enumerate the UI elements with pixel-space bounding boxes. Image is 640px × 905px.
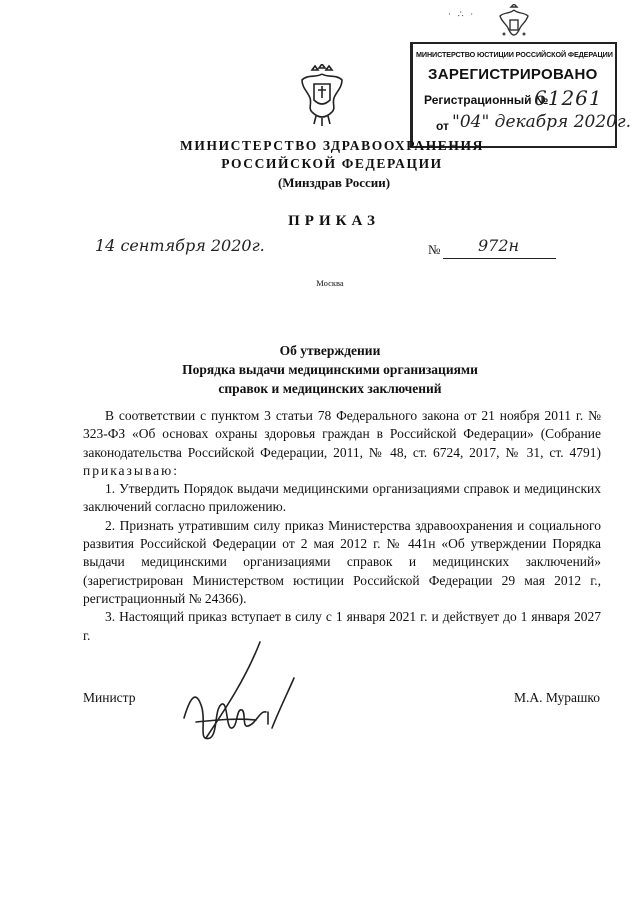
order-title-line3: справок и медицинских заключений <box>218 381 442 396</box>
stamp-dots: · ∴ · <box>448 10 476 20</box>
signatory-name: М.А. Мурашко <box>513 690 600 705</box>
stamp-department: МИНИСТЕРСТВО ЮСТИЦИИ РОССИЙСКОЙ ФЕДЕРАЦИИ <box>416 50 613 59</box>
order-body <box>83 407 601 645</box>
stamp-date-label: от <box>436 119 449 133</box>
order-number-label: № <box>428 242 441 257</box>
body-item-2: 2. Признать утратившим силу приказ Министерства здравоохранения и социального развития Российской Федерации от 2 мая 2012 г. № 441н «Об утверждении Порядка выдачи медицинскими организациями справок и медицинских заключений» (зарегистрирован Министерством юстиции Российской Федерации 29 мая 2012 г., регистрационный № 24366). <box>83 517 601 606</box>
order-number: 972н <box>478 236 520 255</box>
stamp-title: ЗАРЕГИСТРИРОВАНО <box>428 66 598 83</box>
order-title-line1: Об утверждении <box>279 343 381 358</box>
document-type: ПРИКАЗ <box>288 213 380 229</box>
stamp-reg-label: Регистрационный № <box>424 93 549 107</box>
ministry-name-line2: РОССИЙСКОЙ ФЕДЕРАЦИИ <box>221 156 443 171</box>
ministry-name-line1: МИНИСТЕРСТВО ЗДРАВООХРАНЕНИЯ <box>180 138 484 153</box>
body-intro-paragraph <box>83 407 601 480</box>
ministry-short-name: (Минздрав России) <box>277 175 391 190</box>
order-number-underline <box>443 258 556 259</box>
signatory-role: Министр <box>83 690 136 705</box>
stamp-emblem-icon <box>494 4 534 46</box>
order-date: 14 сентября 2020г. <box>95 236 265 255</box>
stamp-date: "04" декабря 2020г. <box>452 112 631 132</box>
body-item-3: 3. Настоящий приказ вступает в силу с 1 января 2021 г. и действует до 1 января 2027 г. <box>83 609 601 643</box>
handwritten-signature <box>176 638 306 758</box>
body-intro: В соответствии с пунктом 3 статьи 78 Федерального закона от 21 ноября 2011 г. № 323-ФЗ «Об основах охраны здоровья граждан в Российской Федерации» (Собрание законодательства Российской Федерации, 2011, № 48, ст. 6724, 2017, № 31, ст. 4791) <box>83 408 601 460</box>
body-item-1: 1. Утвердить Порядок выдачи медицинскими организациями справок и медицинских заключений согласно приложению. <box>83 481 601 515</box>
body-intro-command: приказываю: <box>83 462 179 478</box>
order-title-line2: Порядка выдачи медицинскими организациями <box>182 362 478 377</box>
coat-of-arms-icon <box>298 64 346 128</box>
stamp-reg-number: 61261 <box>534 86 603 110</box>
order-city: Москва <box>316 278 344 288</box>
